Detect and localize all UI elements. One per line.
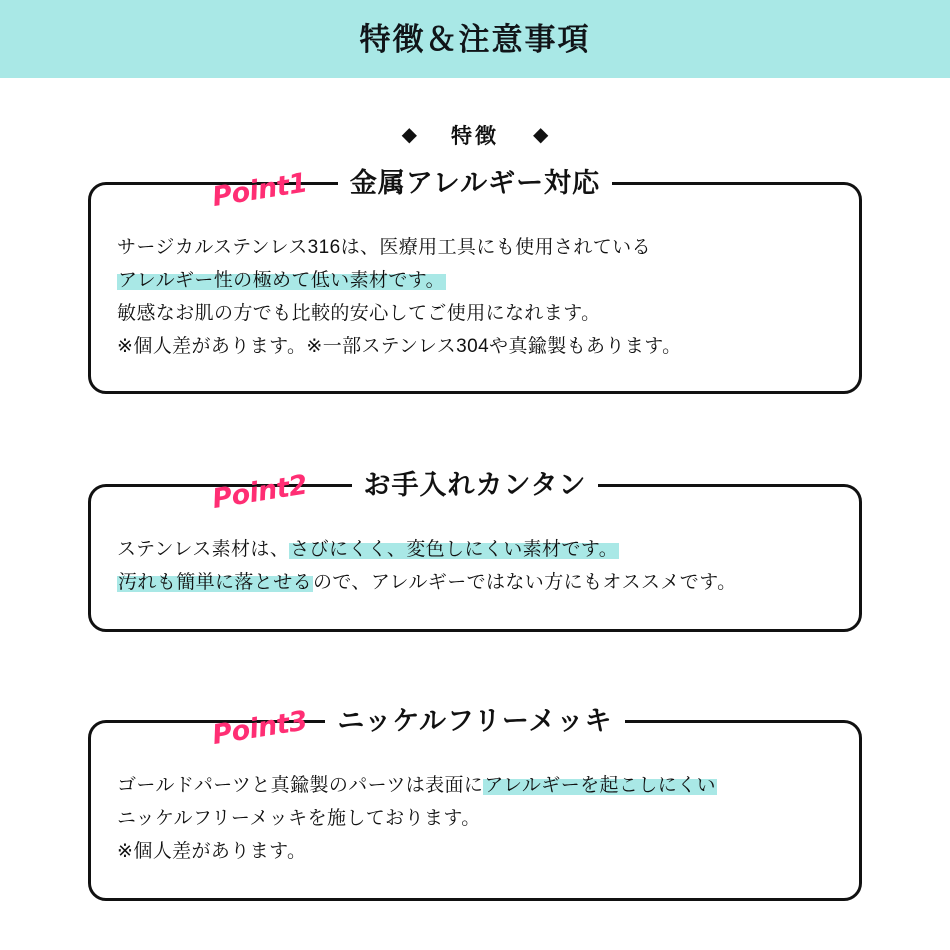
point-block [0,469,950,632]
body-text: ゴールドパーツと真鍮製のパーツは表面に [117,775,484,796]
body-text-highlighted: アレルギーを起こしにくい [484,775,716,796]
body-line [117,533,833,566]
point-card [88,168,862,394]
point-card [88,470,862,632]
body-line [117,566,833,599]
rule-right [626,182,776,185]
body-text: ※個人差があります。 [117,841,307,862]
point-badge: Point2 [210,469,310,515]
rule-right [612,484,762,487]
section-heading-label: 特徴 [451,125,499,148]
point-card-body [117,231,833,363]
point-card-title-row [91,467,859,503]
body-text: ので、アレルギーではない方にもオススメです。 [313,572,737,593]
header-banner [0,0,950,78]
rule-right [639,720,789,723]
body-line [117,264,833,297]
point-card-title-row [91,703,859,739]
point-card-body [117,533,833,599]
body-line [117,802,833,835]
point-card [88,706,862,901]
point-badge: Point1 [210,167,310,213]
body-text: ※個人差があります。※一部ステンレス304や真鍮製もあります。 [117,336,682,357]
body-text: サージカルステンレス316は、医療用工具にも使用されている [117,237,651,258]
points-list [0,167,950,901]
point-card-title-row [91,165,859,201]
point-card-body [117,769,833,868]
diamond-left-icon: ◆ [401,124,417,146]
body-text: ニッケルフリーメッキを施しております。 [117,808,481,829]
point-badge: Point3 [210,705,310,751]
body-line [117,297,833,330]
point-block [0,167,950,394]
page-title: 特徴＆注意事項 [359,21,591,57]
section-heading [0,120,950,150]
point-card-title: お手入れカンタン [352,467,599,503]
body-text-highlighted: アレルギー性の極めて低い素材です。 [118,270,446,291]
point-card-title: 金属アレルギー対応 [338,165,612,201]
body-text: 敏感なお肌の方でも比較的安心してご使用になれます。 [117,303,601,324]
point-card-title: ニッケルフリーメッキ [325,703,624,739]
point-block [0,705,950,901]
body-line [117,769,833,802]
body-text-highlighted: 汚れも簡単に落とせる [118,572,313,593]
body-text-highlighted: さびにくく、変色しにくい素材です。 [290,539,619,560]
body-text: ステンレス素材は、 [117,539,290,560]
body-line [117,231,833,264]
body-line [117,330,833,363]
diamond-right-icon: ◆ [533,124,549,146]
body-line [117,835,833,868]
